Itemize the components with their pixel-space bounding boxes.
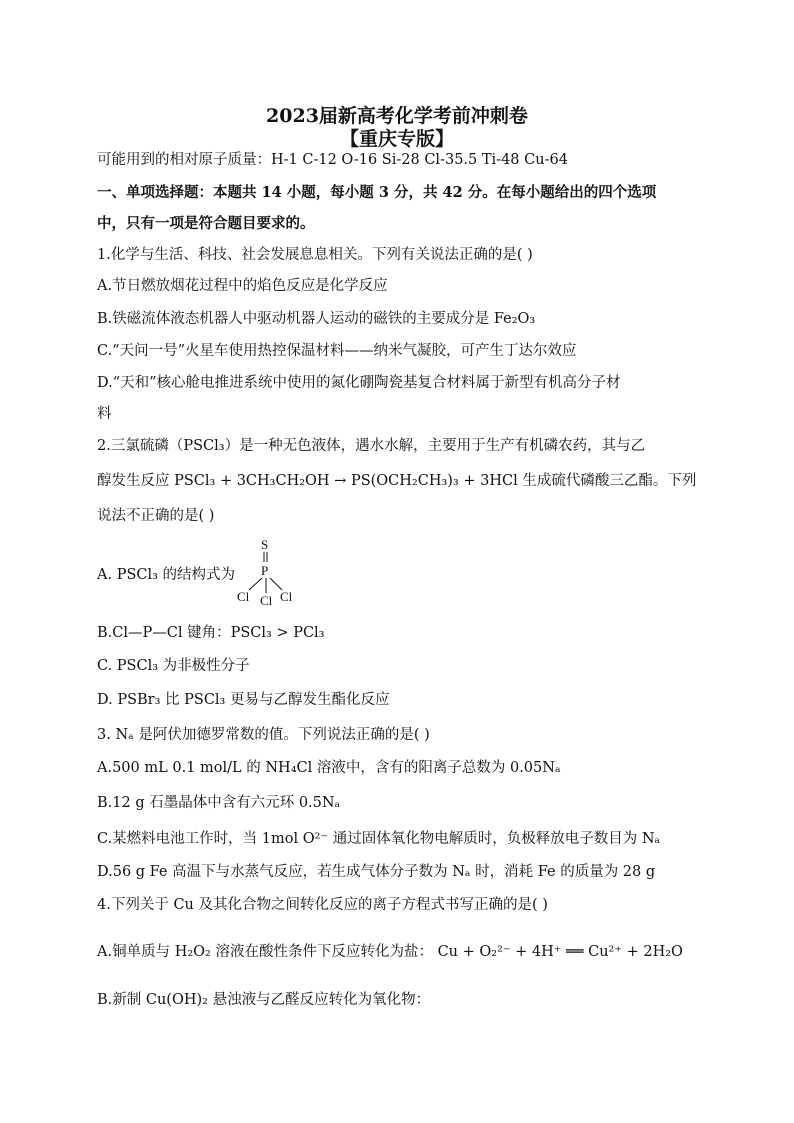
question-1-option-d-line-2: 料: [97, 406, 112, 422]
question-1: 1.化学与生活、科技、社会发展息息相关。下列有关说法正确的是( ): [97, 247, 533, 263]
question-4-option-a: A.铜单质与 H₂O₂ 溶液在酸性条件下反应转化为盐： Cu + O₂²⁻ + 4H⁺ ══ Cu²⁺ + 2H₂O: [97, 944, 683, 960]
question-2-option-d: D. PSBr₃ 比 PSCl₃ 更易与乙醇发生酯化反应: [97, 692, 390, 708]
page-subtitle: 【重庆专版】: [339, 128, 454, 150]
page-title: 2023届新高考化学考前冲刺卷: [266, 105, 528, 127]
question-4: 4.下列关于 Cu 及其化合物之间转化反应的离子方程式书写正确的是( ): [97, 897, 548, 913]
question-4-option-b: B.新制 Cu(OH)₂ 悬浊液与乙醛反应转化为氧化物：: [97, 992, 431, 1008]
question-2-line-1: 2.三氯硫磷（PSCl₃）是一种无色液体，遇水水解，主要用于生产有机磷农药，其与乙: [97, 438, 646, 454]
question-2-option-b: B.Cl—P—Cl 键角：PSCl₃ > PCl₃: [97, 625, 325, 641]
structure-atom-s: S: [261, 537, 269, 552]
question-2-option-c: C. PSCl₃ 为非极性分子: [97, 658, 250, 674]
question-3: 3. Nₐ 是阿伏加德罗常数的值。下列说法正确的是( ): [97, 727, 430, 743]
pscl3-structure-diagram: [236, 537, 298, 607]
section-heading-line-1: 一、单项选择题：本题共 14 小题，每小题 3 分，共 42 分。在每小题给出的四个选项: [97, 184, 657, 201]
question-2-line-3: 说法不正确的是( ): [97, 508, 215, 524]
question-2-line-2: 醇发生反应 PSCl₃ + 3CH₃CH₂OH → PS(OCH₂CH₃)₃ + 3HCl 生成硫代磷酸三乙酯。下列: [97, 473, 697, 489]
structure-atom-cl-middle: Cl: [260, 593, 273, 607]
question-3-option-d: D.56 g Fe 高温下与水蒸气反应，若生成气体分子数为 Nₐ 时，消耗 Fe 的质量为 28 g: [97, 864, 656, 880]
question-1-option-c: C.“天问一号”火星车使用热控保温材料——纳米气凝胶，可产生丁达尔效应: [97, 343, 577, 359]
question-3-option-b: B.12 g 石墨晶体中含有六元环 0.5Nₐ: [97, 795, 341, 811]
question-3-option-a: A.500 mL 0.1 mol/L 的 NH₄Cl 溶液中，含有的阳离子总数为 0.05Nₐ: [97, 760, 561, 776]
question-2-option-a: A. PSCl₃ 的结构式为: [97, 567, 236, 583]
atomic-mass-line: 可能用到的相对原子质量：H-1 C-12 O-16 Si-28 Cl-35.5 Ti-48 Cu-64: [97, 152, 568, 168]
structure-atom-cl-left: Cl: [237, 589, 250, 604]
structure-atom-cl-right: Cl: [280, 589, 293, 604]
structure-atom-p: P: [261, 563, 269, 578]
question-1-option-a: A.节日燃放烟花过程中的焰色反应是化学反应: [97, 278, 388, 294]
question-3-option-c: C.某燃料电池工作时，当 1mol O²⁻ 通过固体氧化物电解质时，负极释放电子数目为 Nₐ: [97, 831, 661, 847]
question-1-option-d-line-1: D.“天和”核心舱电推进系统中使用的氮化硼陶瓷基复合材料属于新型有机高分子材: [97, 375, 621, 391]
question-1-option-b: B.铁磁流体液态机器人中驱动机器人运动的磁铁的主要成分是 Fe₂O₃: [97, 311, 536, 327]
section-heading-line-2: 中，只有一项是符合题目要求的。: [97, 215, 315, 232]
